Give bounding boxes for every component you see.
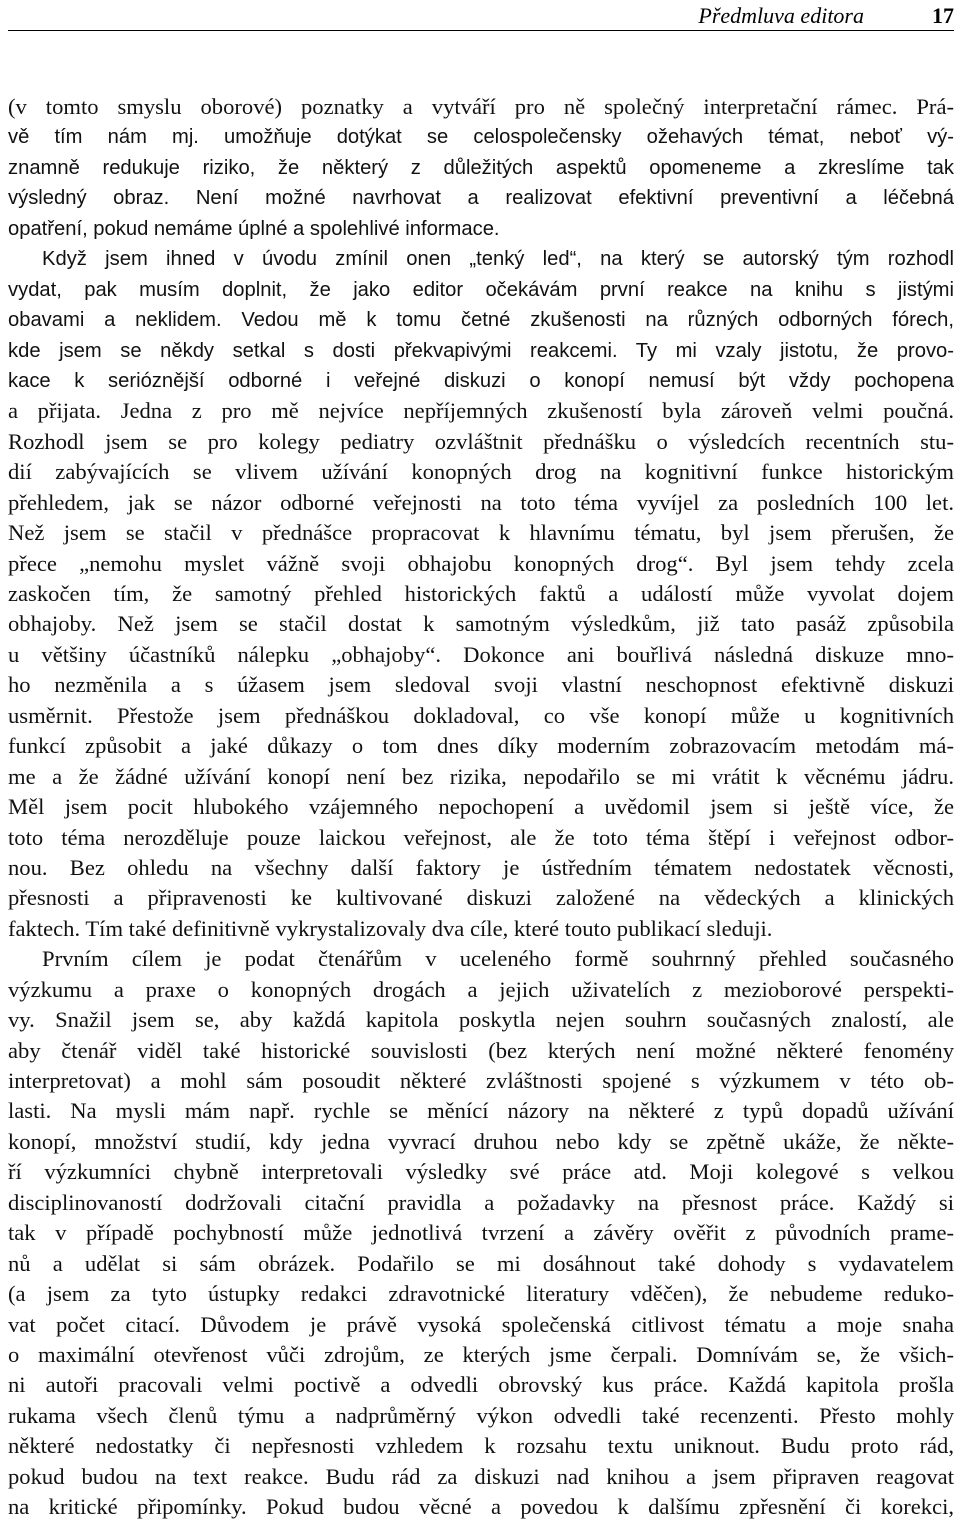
text-line: Prvním cílem je podat čtenářům v uceleného formě souhrnný přehled současného xyxy=(42,946,954,972)
text-line: toto téma nerozděluje pouze laickou veřejnost, ale že toto téma štěpí i veřejnost odbor- xyxy=(8,824,954,850)
text-line: dií zabývajících se vlivem užívání konopných drog na kognitivní funkce historickým xyxy=(8,459,954,485)
text-line: ni autoři pracovali velmi poctivě a odvedli obrovský kus práce. Každá kapitola prošla xyxy=(8,1372,954,1398)
text-line: zaskočen tím, že samotný přehled historických faktů a událostí může vyvolat dojem xyxy=(8,581,954,606)
text-line: ří výzkumníci chybně interpretovali výsledky své práce atd. Moji kolegové s velkou xyxy=(8,1159,954,1185)
text-line: rukama všech členů týmu a nadprůměrný výkon odvedli také recenzenti. Přesto mohly xyxy=(8,1402,954,1428)
text-line: a přijata. Jedna z pro mě nejvíce nepříjemných zkušeností byla zároveň velmi poučná. xyxy=(8,398,954,424)
text-line: výzkumu a praxe o konopných drogách a jejich uživatelích z mezioborové perspekti- xyxy=(8,976,954,1002)
text-line: znamně redukuje riziko, že některý z důležitých aspektů opomeneme a zkreslíme tak xyxy=(8,156,954,179)
body-text xyxy=(8,92,954,1523)
text-line: kace k serióznější odborné i veřejné diskuzi o konopí nemusí být vždy pochopena xyxy=(8,369,954,392)
text-line: Měl jsem pocit hlubokého vzájemného nepochopení a uvědomil jsem si ještě více, že xyxy=(8,794,954,820)
text-line: lasti. Na mysli mám např. rychle se měnící názory na některé z typů dopadů užívání xyxy=(8,1098,954,1124)
text-line: vě tím nám mj. umožňuje dotýkat se celospolečensky ožehavých témat, neboť vý- xyxy=(8,126,954,149)
text-line: obavami a neklidem. Vedou mě k tomu četné zkušenosti na různých odborných fórech, xyxy=(8,309,954,332)
page-number: 17 xyxy=(932,3,954,28)
text-line: obhajoby. Než jsem se stačil dostat k samotným výsledkům, již tato pasáž způsobila xyxy=(8,611,954,637)
text-line: Rozhodl jsem se pro kolegy pediatry ozvláštnit přednášku o výsledcích recentních stu- xyxy=(8,428,954,454)
text-line: vy. Snažil jsem se, aby každá kapitola poskytla nejen souhrn současných znalostí, ale xyxy=(8,1007,954,1033)
text-line: tak v případě pochybností může jednotlivá tvrzení a závěry ověřit z původních prame- xyxy=(8,1220,954,1246)
text-line: o maximální otevřenost vůči zdrojům, ze kterých jsme čerpali. Domnívám se, že všich- xyxy=(8,1341,954,1367)
text-line: vat počet citací. Důvodem je právě vysoká společenská citlivost tématu a moje snaha xyxy=(8,1311,954,1337)
text-line: kde jsem se někdy setkal s dosti překvapivými reakcemi. Ty mi vzaly jistotu, že provo- xyxy=(8,339,954,362)
text-line: přehledem, jak se názor odborné veřejnosti na toto téma vyvíjel za posledních 100 let. xyxy=(8,489,954,515)
text-line: přesnosti a připravenosti ke kultivované diskuzi založené na vědeckých a klinických xyxy=(8,885,954,911)
text-line: Než jsem se stačil v přednášce propracovat k hlavnímu tématu, byl jsem přerušen, že xyxy=(8,520,954,546)
text-line: ho nezměnila a s úžasem jsem sledoval svoji vlastní neschopnost efektivně diskuzi xyxy=(8,672,954,698)
text-line: nou. Bez ohledu na všechny další faktory je ústředním tématem nedostatek věcnosti, xyxy=(8,854,954,880)
text-line: u většiny účastníků nálepku „obhajoby“. Dokonce ani bouřlivá následná diskuze mno- xyxy=(8,641,954,667)
text-line: konopí, množství studií, kdy jedna vyvrací druhou nebo kdy se zpětně ukáže, že někte- xyxy=(8,1128,954,1154)
text-line: některé nedostatky či nepřesnosti vzhledem k rozsahu textu uniknout. Budu proto rád, xyxy=(8,1433,954,1459)
text-line: (v tomto smyslu oborové) poznatky a vytváří pro ně společný interpretační rámec. Prá- xyxy=(8,94,954,119)
text-line: nů a udělat si sám obrázek. Podařilo se mi dosáhnout také dohody s vydavatelem xyxy=(8,1250,954,1276)
text-line: na kritické připomínky. Pokud budou věcné a povedou k dalšímu zpřesnění či korekci, xyxy=(8,1494,954,1520)
text-line: přece „nemohu myslet vážně svoji obhajobu konopných drog“. Byl jsem tehdy zcela xyxy=(8,550,954,576)
text-line: me a že žádné užívání konopí není bez rizika, nepodařilo se mi vrátit k věcnému jádru. xyxy=(8,763,954,789)
text-line: interpretovat) a mohl sám posoudit některé zvláštnosti spojené s výzkumem v této ob- xyxy=(8,1068,954,1093)
text-line: opatření, pokud nemáme úplné a spolehlivé informace. xyxy=(8,217,500,240)
header-title: Předmluva editora xyxy=(698,3,864,28)
text-line: pokud budou na text reakce. Budu rád za diskuzi nad knihou a jsem připraven reagovat xyxy=(8,1463,954,1489)
text-line: funkcí způsobit a jaké důkazy o tom dnes díky moderním zobrazovacím metodám má- xyxy=(8,733,954,759)
text-line: výsledný obraz. Není možné navrhovat a realizovat efektivní preventivní a léčebná xyxy=(8,187,954,210)
text-line: (a jsem za tyto ústupky redakci zdravotnické literatury vděčen), že nebudeme reduko- xyxy=(8,1281,954,1307)
running-header xyxy=(8,0,954,31)
text-line: disciplinovaností dodržovali citační pravidla a požadavky na přesnost práce. Každý si xyxy=(8,1189,954,1215)
text-line: aby čtenář viděl také historické souvislosti (bez kterých není možné některé fenomény xyxy=(8,1037,954,1063)
text-line: usměrnit. Přestože jsem přednáškou dokladoval, co vše konopí může u kognitivních xyxy=(8,702,954,728)
text-line: Když jsem ihned v úvodu zmínil onen „tenký led“, na který se autorský tým rozhodl xyxy=(42,248,954,271)
text-line: faktech. Tím také definitivně vykrystalizovaly dva cíle, které touto publikací sleduji. xyxy=(8,915,773,941)
text-line: vydat, pak musím doplnit, že jako editor očekávám první reakce na knihu s jistými xyxy=(8,278,954,301)
